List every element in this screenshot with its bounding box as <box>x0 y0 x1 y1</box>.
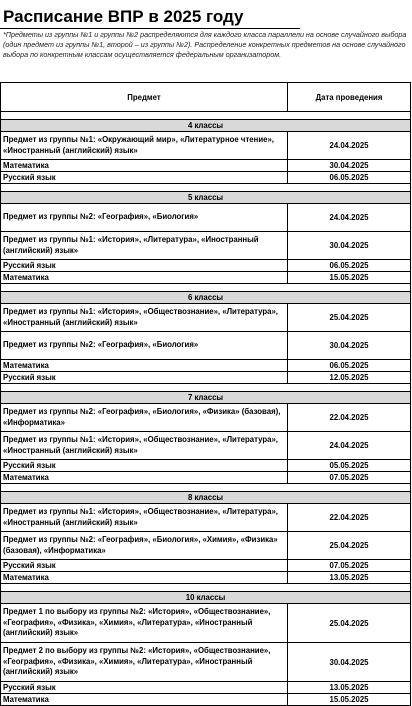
subject-cell: Русский язык <box>1 560 288 572</box>
spacer-cell <box>1 284 411 292</box>
table-row <box>1 360 411 372</box>
section-spacer <box>1 584 411 592</box>
grade-header-row <box>1 192 411 204</box>
table-row <box>1 172 411 184</box>
date-cell: 13.05.2025 <box>288 572 411 584</box>
spacer-cell <box>1 584 411 592</box>
date-cell: 24.04.2025 <box>288 204 411 232</box>
date-cell: 24.04.2025 <box>288 132 411 160</box>
date-cell: 30.04.2025 <box>288 232 411 260</box>
table-row <box>1 604 411 643</box>
subject-cell: Русский язык <box>1 682 288 694</box>
table-row <box>1 460 411 472</box>
table-row <box>1 560 411 572</box>
table-row <box>1 232 411 260</box>
date-cell: 22.04.2025 <box>288 404 411 432</box>
subject-cell: Предмет из группы №1: «История», «Обществознание», «Литература», «Иностранный (английский) язык» <box>1 432 288 460</box>
table-row <box>1 504 411 532</box>
table-row <box>1 204 411 232</box>
table-row <box>1 132 411 160</box>
section-spacer <box>1 112 411 120</box>
date-cell: 30.04.2025 <box>288 160 411 172</box>
subject-cell: Предмет из группы №1: «История», «Литература», «Иностранный (английский) язык» <box>1 232 288 260</box>
subject-cell: Русский язык <box>1 372 288 384</box>
grade-header-row <box>1 292 411 304</box>
schedule-table <box>0 82 411 706</box>
date-cell: 12.05.2025 <box>288 372 411 384</box>
grade-label: 6 классы <box>1 292 411 304</box>
date-cell: 07.05.2025 <box>288 560 411 572</box>
grade-label: 5 классы <box>1 192 411 204</box>
subject-cell: Математика <box>1 272 288 284</box>
header-row <box>1 83 411 112</box>
date-cell: 05.05.2025 <box>288 460 411 472</box>
subject-cell: Русский язык <box>1 172 288 184</box>
section-spacer <box>1 384 411 392</box>
date-cell: 25.04.2025 <box>288 604 411 643</box>
subject-cell: Предмет из группы №1: «История», «Обществознание», «Литература», «Иностранный (английский) язык» <box>1 504 288 532</box>
grade-header-row <box>1 120 411 132</box>
title-underline <box>0 28 300 29</box>
date-cell: 15.05.2025 <box>288 272 411 284</box>
date-cell: 06.05.2025 <box>288 172 411 184</box>
date-cell: 30.04.2025 <box>288 332 411 360</box>
footnote: *Предметы из группы №1 и группы №2 распределяются для каждого класса параллели на основе случайного выбора (один предмет из группы №1, второй – из группы №2). Распределение конкретных предметов на основе случайного выбора по конкретным классам осуществляется федеральным организатором. <box>3 30 407 60</box>
grade-header-row <box>1 592 411 604</box>
subject-cell: Предмет из группы №2: «География», «Биология», «Физика» (базовая), «Информатика» <box>1 404 288 432</box>
date-cell: 24.04.2025 <box>288 432 411 460</box>
spacer-cell <box>1 112 411 120</box>
subject-cell: Предмет из группы №2: «География», «Биология» <box>1 204 288 232</box>
subject-cell: Предмет из группы №2: «География», «Биология» <box>1 332 288 360</box>
table-row <box>1 472 411 484</box>
grade-header-row <box>1 492 411 504</box>
header-subject: Предмет <box>1 83 288 112</box>
table-row <box>1 372 411 384</box>
grade-label: 7 классы <box>1 392 411 404</box>
subject-cell: Русский язык <box>1 460 288 472</box>
subject-cell: Предмет 2 по выбору из группы №2: «История», «Обществознание», «География», «Физика», «Химия», «Литература», «Иностранный (английский) язык» <box>1 643 288 682</box>
date-cell: 25.04.2025 <box>288 304 411 332</box>
table-row <box>1 272 411 284</box>
date-cell: 25.04.2025 <box>288 532 411 560</box>
table-row <box>1 260 411 272</box>
table-row <box>1 643 411 682</box>
table-row <box>1 332 411 360</box>
section-spacer <box>1 184 411 192</box>
date-cell: 15.05.2025 <box>288 694 411 706</box>
header-date: Дата проведения <box>288 83 411 112</box>
date-cell: 22.04.2025 <box>288 504 411 532</box>
date-cell: 07.05.2025 <box>288 472 411 484</box>
subject-cell: Русский язык <box>1 260 288 272</box>
spacer-cell <box>1 484 411 492</box>
subject-cell: Математика <box>1 472 288 484</box>
section-spacer <box>1 284 411 292</box>
grade-label: 10 классы <box>1 592 411 604</box>
subject-cell: Математика <box>1 160 288 172</box>
table-row <box>1 432 411 460</box>
table-row <box>1 532 411 560</box>
grade-label: 8 классы <box>1 492 411 504</box>
subject-cell: Математика <box>1 572 288 584</box>
grade-header-row <box>1 392 411 404</box>
subject-cell: Математика <box>1 694 288 706</box>
table-row <box>1 160 411 172</box>
date-cell: 06.05.2025 <box>288 260 411 272</box>
spacer-cell <box>1 384 411 392</box>
subject-cell: Математика <box>1 360 288 372</box>
date-cell: 30.04.2025 <box>288 643 411 682</box>
table-row <box>1 404 411 432</box>
page-title: Расписание ВПР в 2025 году <box>3 7 244 26</box>
spacer-cell <box>1 184 411 192</box>
table-row <box>1 694 411 706</box>
date-cell: 13.05.2025 <box>288 682 411 694</box>
date-cell: 06.05.2025 <box>288 360 411 372</box>
subject-cell: Предмет из группы №1: «Окружающий мир», «Литературное чтение», «Иностранный (английский) язык» <box>1 132 288 160</box>
subject-cell: Предмет 1 по выбору из группы №2: «История», «Обществознание», «География», «Физика», «Химия», «Литература», «Иностранный (английский) язык» <box>1 604 288 643</box>
table-row <box>1 304 411 332</box>
subject-cell: Предмет из группы №2: «География», «Биология», «Химия», «Физика» (базовая), «Информатика» <box>1 532 288 560</box>
table-row <box>1 572 411 584</box>
subject-cell: Предмет из группы №1: «История», «Обществознание», «Литература», «Иностранный (английский) язык» <box>1 304 288 332</box>
section-spacer <box>1 484 411 492</box>
grade-label: 4 классы <box>1 120 411 132</box>
